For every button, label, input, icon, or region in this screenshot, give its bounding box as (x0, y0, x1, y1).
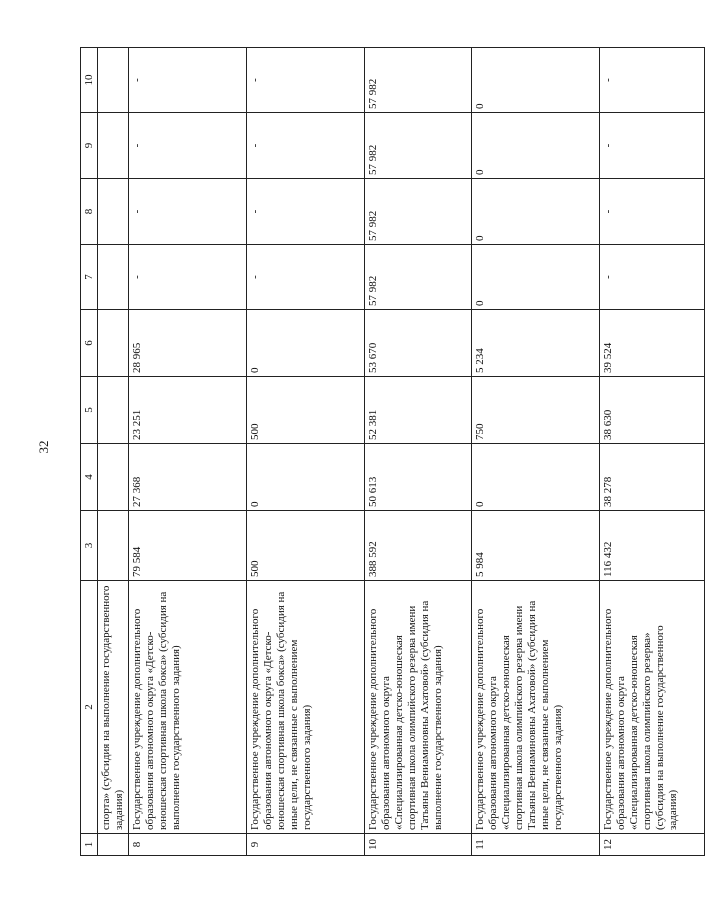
value-cell-c3: 388 592 (365, 511, 472, 581)
value-cell-c3: 116 432 (600, 511, 705, 581)
value-cell-c6: 39 524 (600, 310, 705, 377)
value-cell-c9 (98, 113, 129, 179)
value-cell-c4 (98, 444, 129, 511)
column-header: 1 (81, 834, 98, 856)
table-row (365, 48, 472, 856)
institution-name: Государственное учреждение дополнительного образования автономного округа «Специализированная детско-юношеская спортивная школа олимпийского резерва имени Татьяны Вениаминовны Ахатовой» (субсидия на иные цели, не связанные с выполнением государственного задания) (472, 581, 600, 834)
table-row (472, 48, 600, 856)
row-number: 12 (600, 834, 705, 856)
column-header-row (81, 48, 98, 856)
table-row (247, 48, 365, 856)
column-header: 3 (81, 511, 98, 581)
value-cell-c10: 0 (472, 48, 600, 113)
column-header: 9 (81, 113, 98, 179)
value-cell-c5: 23 251 (129, 377, 247, 444)
value-cell-c7: 57 982 (365, 245, 472, 310)
value-cell-c7: - (600, 245, 705, 310)
column-header: 5 (81, 377, 98, 444)
value-cell-c4: 27 368 (129, 444, 247, 511)
value-cell-c10: - (247, 48, 365, 113)
value-cell-c7 (98, 245, 129, 310)
budget-table (80, 47, 705, 856)
institution-name: Государственное учреждение дополнительного образования автономного округа «Детско-юношеская спортивная школа бокса» (субсидия на иные цели, не связанные с выполнением государственного задания) (247, 581, 365, 834)
value-cell-c5: 52 381 (365, 377, 472, 444)
value-cell-c8: 0 (472, 179, 600, 245)
institution-name: Государственное учреждение дополнительного образования автономного округа «Специализированная детско-юношеская спортивная школа олимпийского резерва имени Татьяны Вениаминовны Ахатовой» (субсидия на выполнение государственного задания) (365, 581, 472, 834)
value-cell-c5 (98, 377, 129, 444)
value-cell-c3: 79 584 (129, 511, 247, 581)
value-cell-c8: - (247, 179, 365, 245)
value-cell-c6: 28 965 (129, 310, 247, 377)
table-row (98, 48, 129, 856)
value-cell-c5: 38 630 (600, 377, 705, 444)
value-cell-c3: 5 984 (472, 511, 600, 581)
column-header: 10 (81, 48, 98, 113)
value-cell-c9: 0 (472, 113, 600, 179)
value-cell-c6: 0 (247, 310, 365, 377)
row-number: 8 (129, 834, 247, 856)
value-cell-c3 (98, 511, 129, 581)
table-row (600, 48, 705, 856)
table-row (129, 48, 247, 856)
value-cell-c10: - (129, 48, 247, 113)
value-cell-c4: 50 613 (365, 444, 472, 511)
row-number: 10 (365, 834, 472, 856)
table-container (80, 48, 679, 856)
column-header: 6 (81, 310, 98, 377)
value-cell-c4: 0 (247, 444, 365, 511)
value-cell-c3: 500 (247, 511, 365, 581)
value-cell-c7: - (247, 245, 365, 310)
value-cell-c8: - (129, 179, 247, 245)
column-header: 8 (81, 179, 98, 245)
institution-name: спорта» (субсидия на выполнение государственного задания) (98, 581, 129, 834)
page-number: 32 (36, 440, 51, 454)
value-cell-c9: - (129, 113, 247, 179)
value-cell-c6 (98, 310, 129, 377)
value-cell-c10: 57 982 (365, 48, 472, 113)
value-cell-c6: 5 234 (472, 310, 600, 377)
value-cell-c7: - (129, 245, 247, 310)
value-cell-c8: 57 982 (365, 179, 472, 245)
value-cell-c4: 0 (472, 444, 600, 511)
column-header: 7 (81, 245, 98, 310)
value-cell-c10 (98, 48, 129, 113)
value-cell-c5: 500 (247, 377, 365, 444)
row-number: 9 (247, 834, 365, 856)
value-cell-c7: 0 (472, 245, 600, 310)
value-cell-c5: 750 (472, 377, 600, 444)
institution-name: Государственное учреждение дополнительного образования автономного округа «Детско-юношеская спортивная школа бокса» (субсидия на выполнение государственного задания) (129, 581, 247, 834)
value-cell-c9: - (600, 113, 705, 179)
row-number: 11 (472, 834, 600, 856)
value-cell-c10: - (600, 48, 705, 113)
column-header: 2 (81, 581, 98, 834)
column-header: 4 (81, 444, 98, 511)
institution-name: Государственное учреждение дополнительного образования автономного округа «Специализированная детско-юношеская спортивная школа олимпийского резерва» (субсидия на выполнение государственного задания) (600, 581, 705, 834)
value-cell-c6: 53 670 (365, 310, 472, 377)
row-number (98, 834, 129, 856)
value-cell-c9: - (247, 113, 365, 179)
value-cell-c8 (98, 179, 129, 245)
value-cell-c8: - (600, 179, 705, 245)
value-cell-c4: 38 278 (600, 444, 705, 511)
value-cell-c9: 57 982 (365, 113, 472, 179)
